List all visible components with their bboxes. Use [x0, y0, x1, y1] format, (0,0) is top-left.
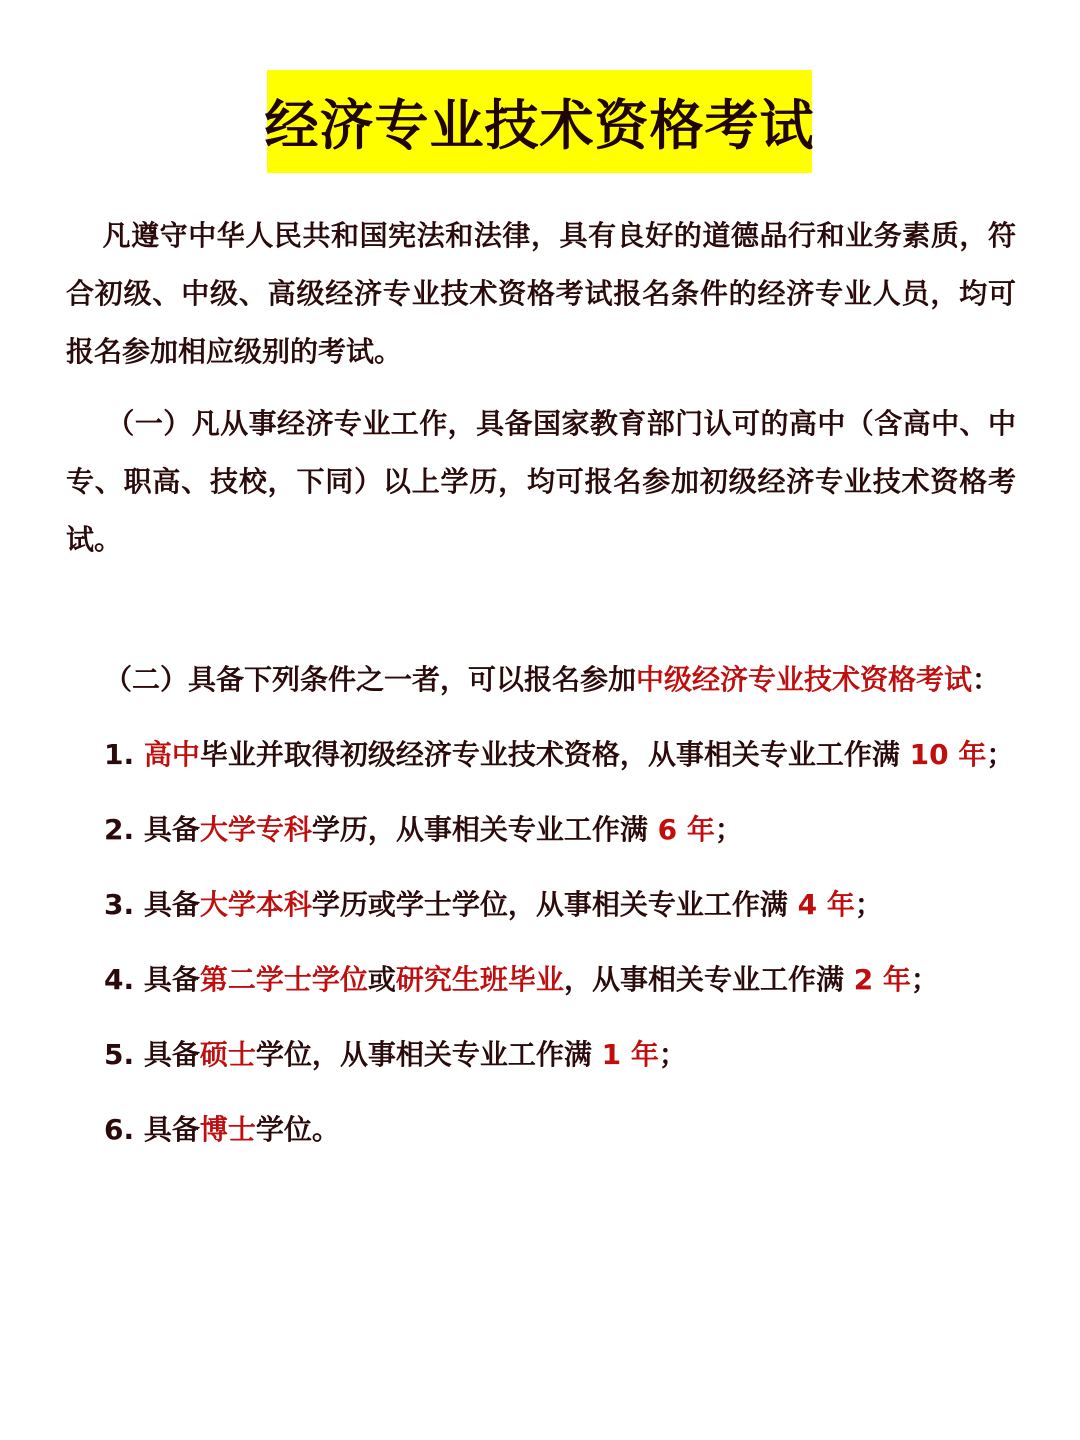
item-text: 学位。: [255, 1113, 340, 1146]
list-item: [104, 1033, 687, 1073]
item-punct: ；: [658, 1038, 687, 1071]
item-highlight: 硕士: [199, 1038, 256, 1071]
item-number: 1.: [104, 738, 144, 771]
list-item: [104, 958, 939, 998]
page-title: 经济专业技术资格考试: [264, 94, 815, 157]
item-years: 6 年: [657, 813, 715, 846]
item-text: ，从事相关专业工作满: [563, 963, 854, 996]
item-highlight: 大学专科: [199, 813, 312, 846]
item-years: 1 年: [601, 1038, 659, 1071]
section-1-text: （一）凡从事经济专业工作，具备国家教育部门认可的高中（含高中、中专、职高、技校，下同）以上学历，均可报名参加初级经济专业技术资格考试。: [66, 407, 1016, 556]
item-text: 或: [367, 963, 396, 996]
item-number: 6.: [104, 1113, 144, 1146]
item-text: 具备: [143, 1113, 200, 1146]
item-punct: ；: [714, 813, 743, 846]
item-punct: ；: [910, 963, 939, 996]
item-years: 2 年: [853, 963, 911, 996]
item-number: 3.: [104, 888, 144, 921]
item-highlight: 博士: [199, 1113, 256, 1146]
item-text: 毕业并取得初级经济专业技术资格，从事相关专业工作满: [199, 738, 910, 771]
item-years: 4 年: [797, 888, 855, 921]
item-highlight: 大学本科: [199, 888, 312, 921]
item-text: 具备: [143, 888, 200, 921]
item-text: 学历或学士学位，从事相关专业工作满: [311, 888, 798, 921]
item-text: 具备: [143, 813, 200, 846]
item-punct: ；: [854, 888, 883, 921]
item-highlight: 研究生班毕业: [395, 963, 564, 996]
section-2-heading: [104, 658, 1000, 698]
item-text: 学位，从事相关专业工作满: [255, 1038, 602, 1071]
item-years: 10 年: [909, 738, 987, 771]
section-1-paragraph: [66, 395, 1016, 569]
section-2-highlight: 中级经济专业技术资格考试: [636, 663, 973, 696]
item-number: 4.: [104, 963, 144, 996]
item-highlight: 第二学士学位: [199, 963, 368, 996]
item-text: 具备: [143, 963, 200, 996]
item-text: 具备: [143, 1038, 200, 1071]
list-item: [104, 808, 743, 848]
title-banner: [264, 70, 815, 173]
item-number: 2.: [104, 813, 144, 846]
list-item: [104, 883, 883, 923]
intro-paragraph: [66, 207, 1016, 381]
item-punct: ；: [986, 738, 1015, 771]
item-text: 学历，从事相关专业工作满: [311, 813, 658, 846]
intro-text: 凡遵守中华人民共和国宪法和法律，具有良好的道德品行和业务素质，符合初级、中级、高级经济专业技术资格考试报名条件的经济专业人员，均可报名参加相应级别的考试。: [66, 219, 1016, 368]
list-item: [104, 1108, 340, 1148]
item-number: 5.: [104, 1038, 144, 1071]
section-2-suffix: ：: [972, 663, 1001, 696]
item-highlight: 高中: [143, 738, 200, 771]
section-2-prefix: （二）具备下列条件之一者，可以报名参加: [104, 663, 637, 696]
list-item: [104, 733, 1014, 773]
